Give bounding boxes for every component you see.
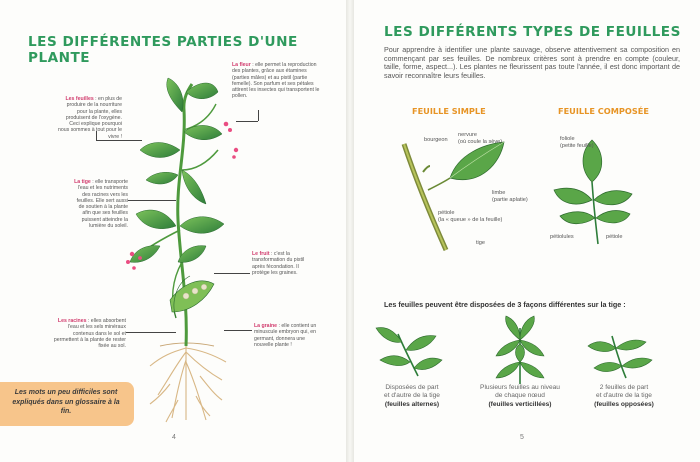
caption-alternate: Disposées de part et d'autre de la tige (feuilles alternes) [384,384,440,408]
label-stem: La tige : elle transporte l'eau et les nutriments des racines vers les feuilles. Elle sert aussi de soutien à la plante afin que ses feuilles puissent atteindre la lumière du soleil. [74,179,128,230]
label-vein: nervure (où coule la sève) [458,132,503,145]
caption-opposite: 2 feuilles de part et d'autre de la tige (feuilles opposées) [594,384,654,408]
roots [150,345,226,422]
label-petiole-compound: pétiole [606,234,623,240]
label-roots: Les racines : elles absorbent l'eau et les sels minéraux contenus dans le sol et permettent à la plante de rester fixée au sol. [53,318,126,350]
label-flower: La fleur : elle permet la reproduction des plantes, grâce aux étamines (parties mâles) et au pistil (partie femelle). Son parfum et ses pétales attirent les insectes qui transportent le pollen. [232,62,320,100]
page-number-right: 5 [520,434,524,441]
arrangement-title: Les feuilles peuvent être disposées de 3 façons différentes sur la tige : [384,300,626,309]
whorled-leaves [496,316,544,384]
label-leaves: Les feuilles : en plus de produire de la nourriture pour la plante, elles produisent de l'oxygène. Ceci explique pourquoi nous sommes à tout pour le vivre ! [58,96,123,140]
intro-paragraph: Pour apprendre à identifier une plante sauvage, observe attentivement sa composition en commençant par ses feuilles. De nombreux critères sont à prendre en compte (couleur, taille, forme, aspect...). Les plantes ne fleurissent pas toute l'année, il est donc important de savoir reconnaître leurs feuilles. [384,45,680,80]
right-page-title: LES DIFFÉRENTS TYPES DE FEUILLES [384,24,681,40]
label-petiolules: pétiolules [550,234,574,240]
left-page-title: LES DIFFÉRENTES PARTIES D'UNE PLANTE [28,34,298,66]
label-fruit: Le fruit : c'est la transformation du pistil après fécondation. Il protège les graines. [252,251,305,276]
glossary-note: Les mots un peu difficiles sont expliqués dans un glossaire à la fin. [0,382,134,426]
book-gutter [346,0,354,462]
opposite-leaves [588,336,652,378]
alternate-leaves [376,328,442,376]
caption-whorled: Plusieurs feuilles au niveau de chaque nœud (feuilles verticillées) [480,384,560,408]
left-page [0,0,346,462]
right-page [354,0,700,462]
bean-pod [170,281,214,312]
compound-leaf-title: FEUILLE COMPOSÉE [558,106,649,116]
label-leaflet: foliole (petite feuille) [560,136,594,149]
page-number-left: 4 [172,434,176,441]
label-bud: bourgeon [424,137,448,143]
simple-leaf-title: FEUILLE SIMPLE [412,106,486,116]
label-petiole-simple: pétiole (la « queue » de la feuille) [438,210,503,223]
label-blade: limbe (partie aplatie) [492,190,528,203]
label-seed: La graine : elle contient un minuscule embryon qui, en germant, donnera une nouvelle plante ! [254,323,317,348]
label-stem-simple: tige [476,240,486,246]
